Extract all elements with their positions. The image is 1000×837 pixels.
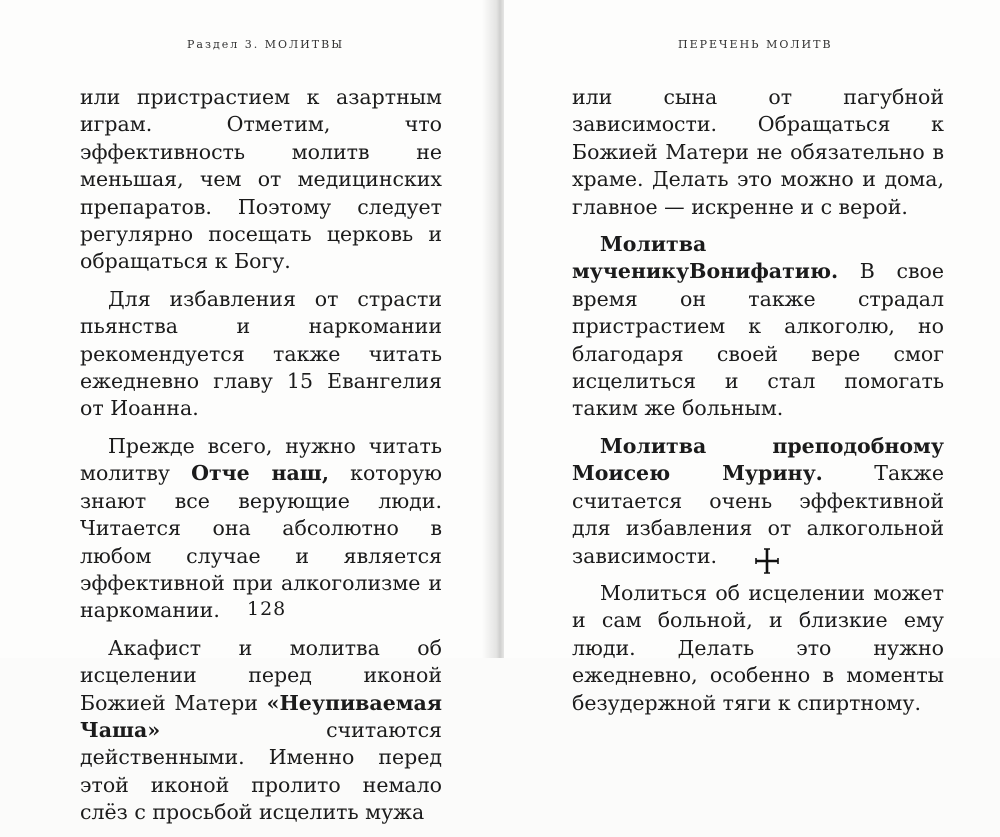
paragraph [572,84,944,221]
paragraph-text: которую знают все верующие люди. Читается она абсолютно в любом случае и является эффективной при алкоголизме и наркомании. [80,461,442,623]
orthodox-cross-icon [754,548,780,574]
prayer-title-bold: Молитва преподобному Моисею Мурину. [572,433,944,486]
paragraph-text: Для избавления от страсти пьянства и наркомании рекомендуется также читать ежедневно главу 15 Евангелия от Иоанна. [80,286,442,421]
page-number: 128 [247,598,287,620]
left-page [0,0,496,825]
body-text-left [80,84,442,837]
prayer-title-bold: Отче наш, [191,461,329,486]
paragraph-text: или сына от пагубной зависимости. Обращаться к Божией Матери не обязательно в храме. Делать это можно и дома, главное — искренне и с верой. [572,85,944,219]
right-page [504,0,1000,715]
paragraph [80,84,442,276]
running-header-left: Раздел 3. МОЛИТВЫ [187,38,345,51]
paragraph [80,286,442,423]
prayer-title-bold: Молитва мученикуВонифатию. [572,232,839,284]
body-text-right [572,84,944,727]
paragraph [80,433,442,625]
paragraph-text: В свое время он также страдал пристрастием к алкоголю, но благодаря своей вере смог исцелиться и стал помогать таким же больным. [572,259,944,421]
paragraph-text: Прежде всего, нужно читать молитву [80,433,442,486]
paragraph-text: Также считается очень эффективной для избавления от алкогольной зависимости. [572,461,944,568]
running-header-right: ПЕРЕЧЕНЬ МОЛИТВ [678,38,833,51]
paragraph-text: или пристрастием к азартным играм. Отметим, что эффективность молитв не меньшая, чем от медицинских препаратов. Поэтому следует регулярно посещать церковь и обращаться к Богу. [80,85,442,274]
paragraph [80,635,442,827]
paragraph-text: Молиться об исцелении может и сам больной, и близкие ему люди. Делать это нужно ежедневно, особенно в моменты безудержной тяги к спиртному. [572,580,944,715]
paragraph-text: Акафист и молитва об исцелении перед иконой Божией Матери [80,635,442,715]
paragraph [572,231,944,423]
icon-title-bold: «Неупиваемая Чаша» [80,690,442,742]
paragraph-text: считаются действенными. Именно перед этой иконой пролито немало слёз с просьбой исцелить мужа [80,717,442,825]
paragraph [572,580,944,717]
